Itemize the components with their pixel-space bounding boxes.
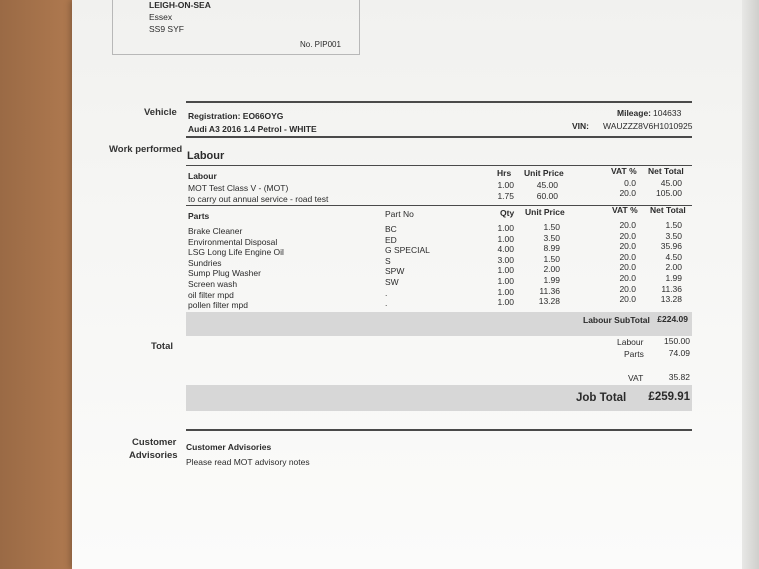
work-performed-label: Work performed [109, 144, 183, 155]
parts-row-net: 1.50 [665, 220, 682, 230]
labour-row-hrs: 1.75 [497, 191, 514, 201]
parts-row-vat: 20.0 [619, 294, 636, 305]
parts-row-net: 2.00 [665, 262, 682, 273]
vin-value: WAUZZZ8V6H1010925 [603, 121, 693, 131]
parts-row-unit: 1.50 [543, 222, 560, 232]
parts-row-unit: 1.99 [543, 275, 560, 285]
parts-row-vat: 20.0 [619, 220, 636, 230]
address-county: Essex [149, 12, 173, 22]
parts-row-partno: SW [385, 277, 399, 287]
labour-hdr-vat: VAT % [611, 166, 637, 176]
vin-label: VIN: [572, 121, 589, 131]
parts-row-net: 13.28 [660, 294, 682, 305]
parts-row-desc: Environmental Disposal [188, 236, 278, 247]
parts-hdr-qty: Qty [500, 208, 515, 218]
totals-vat-label: VAT [628, 373, 644, 383]
parts-row-partno: BC [385, 224, 397, 234]
parts-row-qty: 1.00 [497, 223, 514, 233]
parts-row-qty: 1.00 [497, 297, 514, 308]
parts-hdr-vat: VAT % [612, 205, 638, 215]
parts-row-vat: 20.0 [619, 241, 636, 252]
labour-row-unit: 60.00 [536, 191, 558, 201]
parts-row-net: 1.99 [665, 273, 682, 283]
parts-hdr-unit: Unit Price [525, 207, 565, 217]
parts-row-qty: 1.00 [497, 276, 514, 286]
parts-row-desc: Sump Plug Washer [188, 268, 261, 279]
labour-hdr-unit: Unit Price [524, 168, 564, 178]
labour-row-desc: MOT Test Class V - (MOT) [188, 183, 289, 193]
invoice-paper [72, 0, 742, 569]
parts-row-qty: 1.00 [497, 233, 514, 244]
advisories-label-2: Advisories [129, 450, 178, 461]
labour-title: Labour [188, 171, 217, 181]
parts-row-unit: 2.00 [543, 264, 560, 275]
totals-vat-value: 35.82 [668, 372, 690, 382]
mileage-label: Mileage: [617, 108, 652, 118]
parts-row-vat: 20.0 [619, 251, 636, 262]
parts-row-net: 35.96 [660, 241, 682, 252]
parts-row-desc: Screen wash [188, 279, 238, 289]
labour-hdr-net: Net Total [648, 166, 684, 176]
parts-row-unit: 8.99 [543, 243, 560, 254]
totals-parts-label: Parts [624, 349, 644, 359]
parts-row-qty: 3.00 [497, 254, 514, 265]
vehicle-bottom-rule [186, 136, 692, 138]
labour-row-desc: to carry out annual service - road test [188, 194, 329, 204]
parts-row-qty: 1.00 [497, 265, 514, 276]
parts-row-unit: 13.28 [538, 296, 560, 307]
job-total-value: £259.91 [648, 391, 690, 403]
parts-row-desc: pollen filter mpd [188, 300, 249, 311]
subtotal-label: Labour SubTotal [583, 315, 650, 325]
parts-row-partno: SPW [385, 266, 405, 277]
parts-row-qty: 1.00 [497, 286, 514, 297]
job-total-label: Job Total [576, 392, 627, 404]
vehicle-registration: Registration: EO66OYG [188, 111, 284, 121]
parts-row-partno: . [385, 287, 388, 298]
parts-row-partno: S [385, 255, 391, 266]
parts-row-vat: 20.0 [619, 273, 636, 283]
parts-hdr-partno: Part No [385, 209, 414, 219]
parts-row-unit: 3.50 [543, 232, 560, 243]
vehicle-top-rule [186, 101, 692, 103]
parts-row-unit: 1.50 [543, 253, 560, 264]
labour-row-net: 105.00 [656, 188, 682, 198]
parts-row-vat: 20.0 [619, 230, 636, 241]
parts-row-vat: 20.0 [619, 262, 636, 273]
vehicle-model: Audi A3 2016 1.4 Petrol - WHITE [188, 124, 317, 134]
parts-row-partno: . [385, 298, 388, 309]
parts-row-qty: 4.00 [497, 244, 514, 255]
labour-row-hrs: 1.00 [497, 180, 514, 190]
labour-row-vat: 0.0 [624, 178, 636, 188]
totals-labour-value: 150.00 [664, 336, 690, 346]
totals-parts-value: 74.09 [668, 348, 690, 358]
parts-row-desc: Brake Cleaner [188, 226, 243, 236]
parts-row-vat: 20.0 [619, 283, 636, 294]
advisories-heading: Customer Advisories [186, 442, 272, 452]
labour-row-unit: 45.00 [536, 180, 558, 190]
paper-edge [742, 0, 759, 569]
advisories-text: Please read MOT advisory notes [186, 457, 310, 467]
labour-row-net: 45.00 [660, 178, 682, 188]
advisories-rule [186, 429, 692, 431]
parts-row-partno: G SPECIAL [385, 245, 430, 256]
work-heading: Labour [187, 150, 225, 162]
parts-hdr-net: Net Total [650, 205, 686, 215]
total-label: Total [151, 341, 173, 352]
parts-row-net: 4.50 [665, 251, 682, 262]
vehicle-label: Vehicle [144, 107, 177, 118]
parts-row-net: 3.50 [665, 230, 682, 241]
parts-row-partno: ED [385, 234, 397, 245]
parts-title: Parts [188, 211, 210, 221]
subtotal-value: £224.09 [657, 314, 688, 324]
parts-row-desc: oil filter mpd [188, 289, 234, 300]
parts-row-unit: 11.36 [539, 285, 560, 296]
totals-labour-label: Labour [617, 337, 644, 347]
labour-hdr-hrs: Hrs [497, 168, 512, 178]
document-number: No. PIP001 [300, 40, 341, 49]
address-postcode: SS9 SYF [149, 24, 184, 34]
parts-row-net: 11.36 [661, 283, 682, 294]
parts-row-desc: Sundries [188, 257, 222, 268]
advisories-label-1: Customer [132, 437, 177, 448]
address-town: LEIGH-ON-SEA [149, 0, 211, 10]
mileage-value: 104633 [653, 108, 682, 118]
parts-row-desc: LSG Long Life Engine Oil [188, 247, 284, 258]
labour-row-vat: 20.0 [619, 188, 636, 198]
